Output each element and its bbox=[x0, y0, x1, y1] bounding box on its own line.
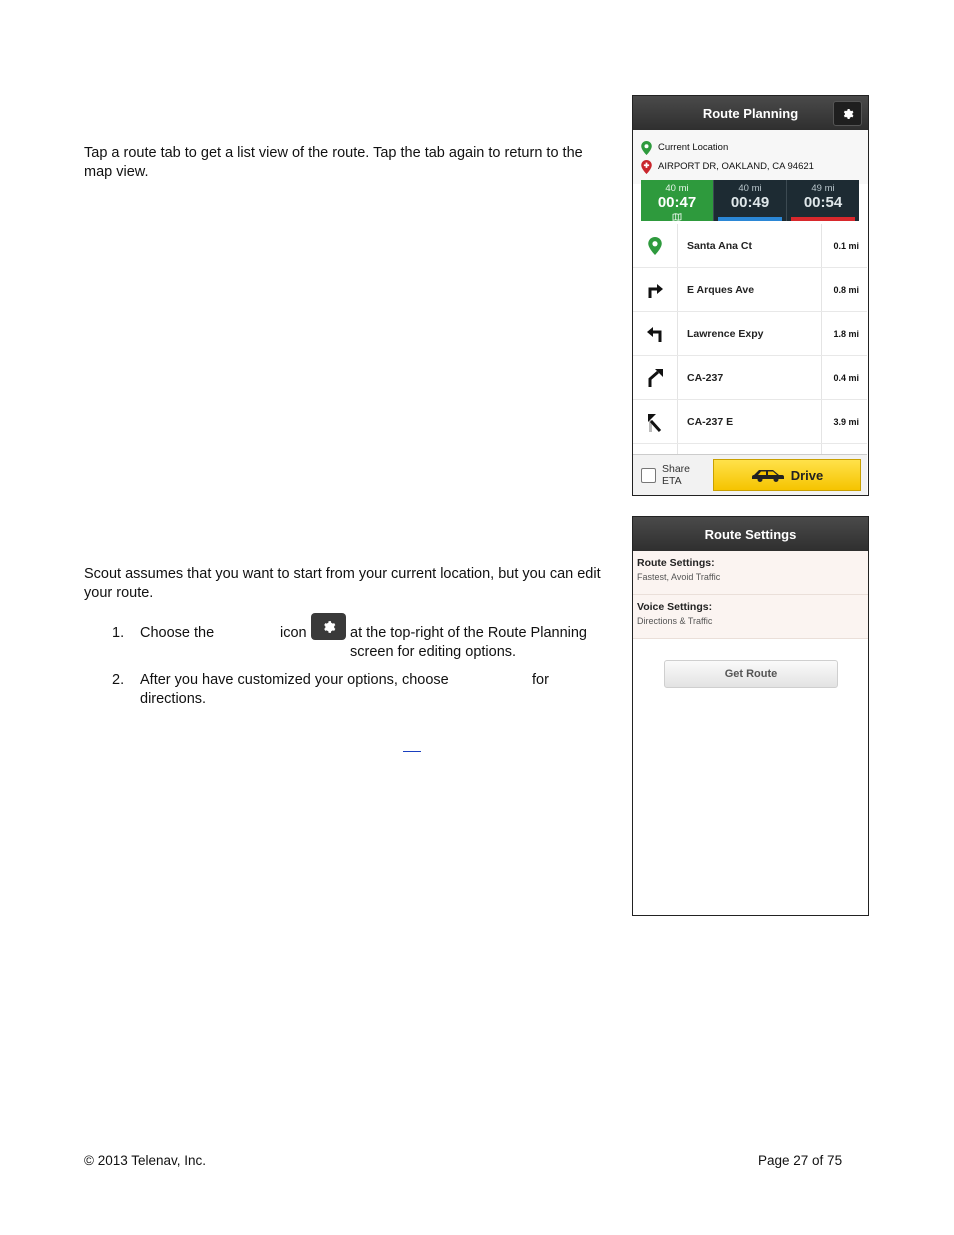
get-route-button[interactable]: Get Route bbox=[664, 660, 838, 688]
route-distance: 40 mi bbox=[665, 183, 689, 194]
destination-row[interactable] bbox=[633, 157, 868, 176]
setting-value: Fastest, Avoid Traffic bbox=[637, 572, 721, 582]
voice-settings-row[interactable] bbox=[633, 595, 868, 639]
street-name: E Arques Ave bbox=[687, 283, 755, 296]
list-item[interactable] bbox=[633, 268, 867, 312]
route-tab-2[interactable] bbox=[714, 180, 787, 221]
share-eta-checkbox[interactable] bbox=[633, 463, 713, 487]
step-2-continued: directions. bbox=[140, 691, 207, 707]
slight-left-icon bbox=[646, 412, 664, 432]
list-item[interactable] bbox=[633, 312, 867, 356]
street-name: CA-237 bbox=[687, 371, 724, 384]
route-step-list bbox=[633, 224, 867, 458]
step-text-b: for bbox=[532, 672, 549, 688]
step-text-c: at the top-right of the Route Planning screen for editing options. bbox=[350, 625, 587, 660]
route-planning-header bbox=[633, 96, 868, 130]
step-number: 1. bbox=[112, 625, 125, 641]
route-settings-row[interactable] bbox=[633, 551, 868, 595]
list-item[interactable] bbox=[633, 224, 867, 268]
route-planning-screenshot bbox=[632, 95, 869, 496]
page-title: Route Planning bbox=[702, 105, 799, 121]
map-icon bbox=[671, 213, 683, 221]
turn-left-icon bbox=[646, 325, 664, 343]
route-color-bar bbox=[791, 217, 855, 221]
step-distance: 0.8 mi bbox=[821, 268, 867, 311]
step-distance: 3.9 mi bbox=[821, 400, 867, 443]
step-distance: 0.1 mi bbox=[821, 224, 867, 267]
origin-label: Current Location bbox=[658, 142, 729, 153]
page-title: Route Settings bbox=[704, 526, 797, 542]
setting-label: Route Settings: bbox=[637, 557, 715, 569]
edit-route-instruction: Scout assumes that you want to start from your current location, but you can edit your route. bbox=[84, 566, 601, 601]
step-text-b: icon bbox=[280, 625, 307, 641]
origin-pin-icon bbox=[641, 141, 652, 155]
street-name: CA-237 E bbox=[687, 415, 734, 428]
checkbox[interactable] bbox=[641, 468, 656, 483]
list-item[interactable] bbox=[633, 400, 867, 444]
setting-label: Voice Settings: bbox=[637, 601, 713, 613]
gear-icon bbox=[842, 108, 854, 120]
destination-label: AIRPORT DR, OAKLAND, CA 94621 bbox=[658, 161, 814, 172]
street-name: Santa Ana Ct bbox=[687, 239, 752, 252]
route-settings-screenshot bbox=[632, 516, 869, 916]
slight-right-icon bbox=[646, 368, 664, 388]
step-distance: 1.8 mi bbox=[821, 312, 867, 355]
location-pin-icon bbox=[648, 237, 662, 255]
route-tabs bbox=[641, 180, 859, 221]
step-number: 2. bbox=[112, 672, 125, 688]
destination-pin-icon bbox=[641, 160, 652, 174]
link-underline[interactable] bbox=[403, 751, 421, 752]
route-tab-3[interactable] bbox=[787, 180, 859, 221]
setting-value: Directions & Traffic bbox=[637, 616, 713, 626]
route-time: 00:54 bbox=[803, 194, 843, 211]
route-tab-1[interactable] bbox=[641, 180, 714, 221]
drive-label: Drive bbox=[790, 467, 824, 483]
route-distance: 49 mi bbox=[811, 183, 835, 194]
step-distance: 0.4 mi bbox=[821, 356, 867, 399]
drive-button[interactable] bbox=[713, 459, 861, 491]
route-time: 00:49 bbox=[730, 194, 770, 211]
route-time: 00:47 bbox=[657, 194, 697, 211]
turn-right-icon bbox=[646, 281, 664, 299]
origin-destination bbox=[633, 130, 868, 184]
street-name: Lawrence Expy bbox=[687, 327, 764, 340]
step-text-a: After you have customized your options, choose bbox=[140, 672, 449, 688]
route-settings-header bbox=[633, 517, 868, 551]
route-distance: 40 mi bbox=[738, 183, 762, 194]
page-number: Page 27 of 75 bbox=[758, 1153, 843, 1168]
copyright: © 2013 Telenav, Inc. bbox=[84, 1153, 207, 1168]
car-icon bbox=[751, 468, 785, 482]
share-eta-label: Share ETA bbox=[662, 463, 691, 487]
gear-icon bbox=[311, 613, 346, 640]
route-color-bar bbox=[718, 217, 782, 221]
list-item[interactable] bbox=[633, 356, 867, 400]
route-tab-instruction: Tap a route tab to get a list view of the route. Tap the tab again to return to the map view. bbox=[84, 145, 583, 180]
bottom-action-bar bbox=[633, 454, 867, 495]
origin-row[interactable] bbox=[633, 138, 868, 157]
step-text-a: Choose the bbox=[140, 625, 215, 641]
settings-button[interactable] bbox=[833, 101, 862, 126]
